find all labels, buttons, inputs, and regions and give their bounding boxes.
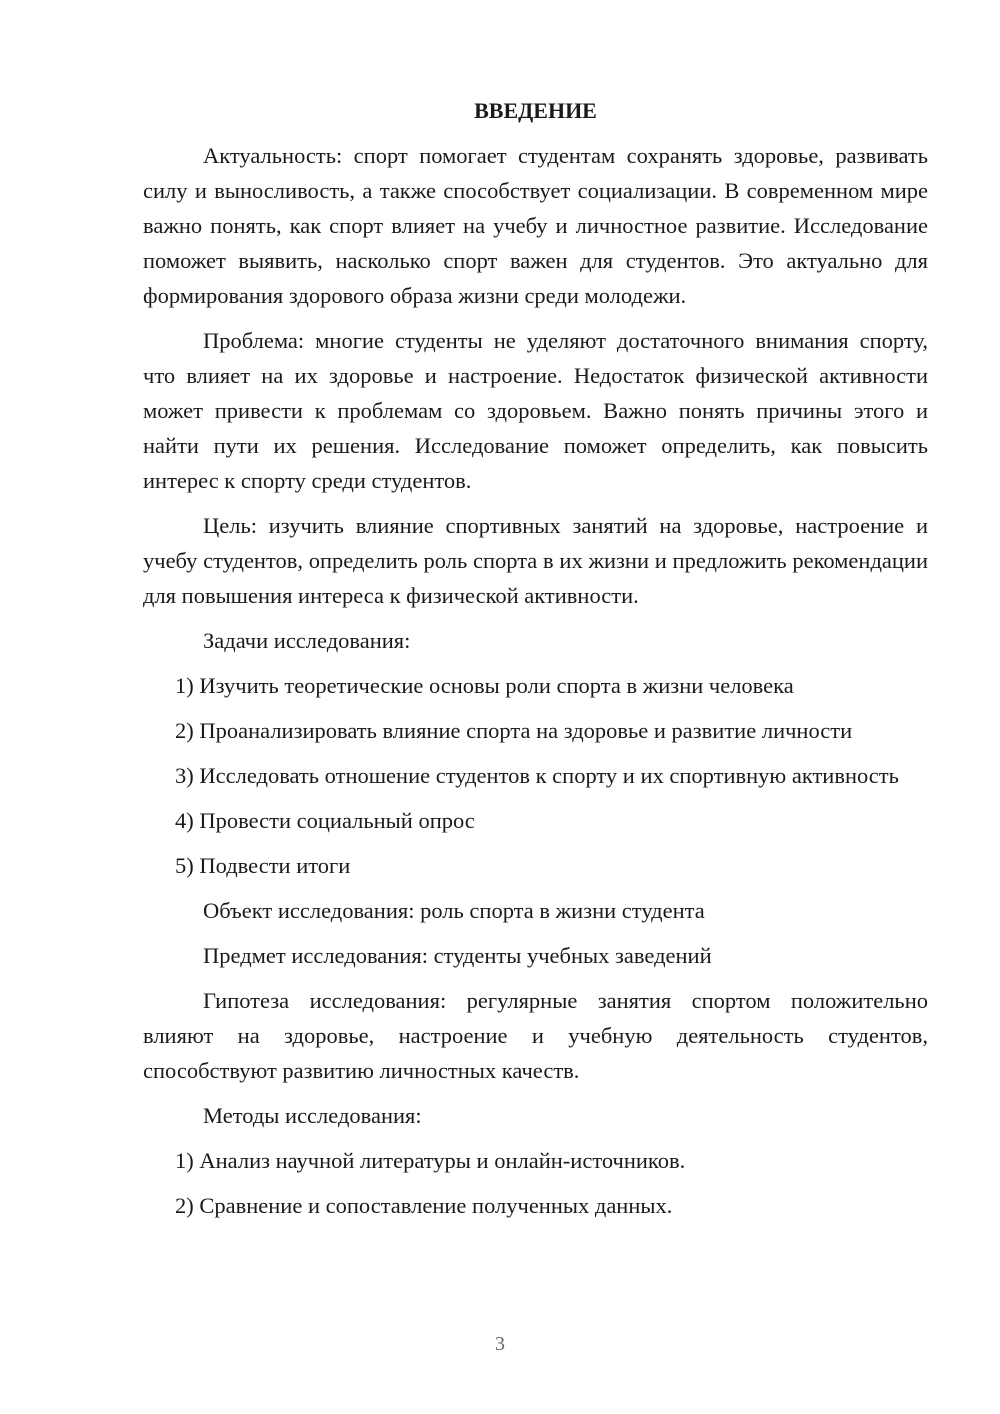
task-item: 1) Изучить теоретические основы роли спорта в жизни человека [175, 673, 794, 698]
task-item: 3) Исследовать отношение студентов к спорту и их спортивную активность [175, 763, 899, 788]
hypothesis-paragraph: Гипотеза исследования: регулярные занятия спортом положительно влияют на здоровье, настроение и учебную деятельность студентов, способствуют развитию личностных качеств. [143, 988, 928, 1083]
research-subject: Предмет исследования: студенты учебных заведений [203, 943, 712, 968]
methods-label: Методы исследования: [203, 1103, 422, 1128]
task-item: 5) Подвести итоги [175, 853, 351, 878]
method-item: 2) Сравнение и сопоставление полученных данных. [175, 1193, 673, 1218]
method-item: 1) Анализ научной литературы и онлайн-источников. [175, 1148, 686, 1173]
task-item: 4) Провести социальный опрос [175, 808, 475, 833]
relevance-paragraph: Актуальность: спорт помогает студентам сохранять здоровье, развивать силу и выносливость, а также способствует социализации. В современном мире важно понять, как спорт влияет на учебу и личностное развитие. Исследование поможет выявить, насколько спорт важен для студентов. Это актуально для формирования здорового образа жизни среди молодежи. [143, 143, 928, 308]
problem-paragraph: Проблема: многие студенты не уделяют достаточного внимания спорту, что влияет на их здоровье и настроение. Недостаток физической активности может привести к проблемам со здоровьем. Важно понять причины этого и найти пути их решения. Исследование поможет определить, как повысить интерес к спорту среди студентов. [143, 328, 928, 493]
goal-paragraph: Цель: изучить влияние спортивных занятий на здоровье, настроение и учебу студентов, определить роль спорта в их жизни и предложить рекомендации для повышения интереса к физической активности. [143, 513, 928, 608]
page-number: 3 [495, 1333, 505, 1355]
section-heading: ВВЕДЕНИЕ [474, 98, 597, 123]
page-content [143, 93, 928, 1233]
research-object: Объект исследования: роль спорта в жизни студента [203, 898, 705, 923]
task-item: 2) Проанализировать влияние спорта на здоровье и развитие личности [175, 718, 853, 743]
tasks-label: Задачи исследования: [203, 628, 411, 653]
